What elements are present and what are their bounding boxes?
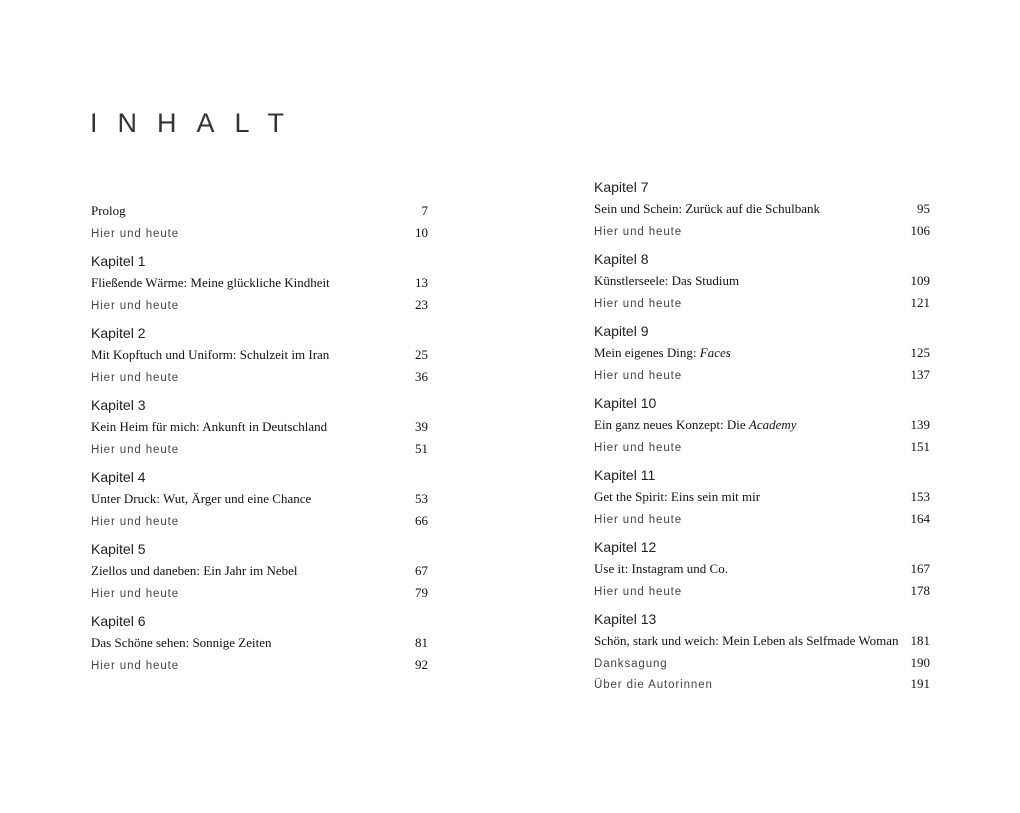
entry-page: 39 (415, 419, 428, 434)
subentry-title: Über die Autorinnen (594, 679, 713, 691)
toc-subentry[interactable] (91, 438, 428, 460)
toc-subentry[interactable] (594, 292, 930, 314)
subentry-title: Hier und heute (91, 299, 180, 312)
toc-subentry-autorinnen[interactable] (594, 673, 930, 695)
toc-entry[interactable] (594, 342, 930, 364)
toc-entry[interactable] (594, 486, 930, 508)
subentry-page: 66 (415, 512, 428, 528)
toc-subentry[interactable] (91, 294, 428, 316)
subentry-page: 106 (910, 222, 930, 238)
entry-title: Das Schöne sehen: Sonnige Zeiten (91, 635, 272, 650)
toc-entry[interactable] (91, 632, 428, 654)
chapter-label: Kapitel 9 (594, 323, 649, 339)
toc-entry[interactable] (91, 272, 428, 294)
toc-entry[interactable] (91, 488, 428, 510)
entry-title: Use it: Instagram und Co. (594, 561, 728, 576)
toc-subentry[interactable] (91, 582, 428, 604)
chapter-label: Kapitel 13 (594, 611, 657, 627)
entry-title: Mit Kopftuch und Uniform: Schulzeit im Iran (91, 347, 330, 362)
entry-title-text: Ein ganz neues Konzept: Die (594, 417, 749, 432)
chapter-label: Kapitel 8 (594, 251, 649, 267)
entry-title: Unter Druck: Wut, Ärger und eine Chance (91, 491, 312, 506)
entry-page: 53 (415, 491, 428, 506)
entry-title: Prolog (91, 203, 126, 218)
entry-title (594, 414, 797, 436)
subentry-page: 164 (910, 510, 930, 526)
toc-subentry[interactable] (594, 580, 930, 602)
entry-page: 95 (917, 201, 930, 216)
entry-page: 7 (421, 203, 428, 218)
subentry-title: Hier und heute (594, 585, 683, 598)
subentry-page: 178 (910, 582, 930, 598)
entry-title (594, 342, 731, 364)
subentry-title: Hier und heute (91, 659, 180, 672)
toc-subentry-danksagung[interactable] (594, 652, 930, 674)
subentry-title: Hier und heute (594, 513, 683, 526)
subentry-page: 151 (910, 438, 930, 454)
entry-page: 13 (415, 275, 428, 290)
entry-title: Fließende Wärme: Meine glückliche Kindheit (91, 275, 330, 290)
toc-subentry[interactable] (594, 364, 930, 386)
entry-title: Kein Heim für mich: Ankunft in Deutschland (91, 419, 328, 434)
entry-page: 81 (415, 635, 428, 650)
toc-subentry[interactable] (91, 222, 428, 244)
toc-subentry[interactable] (91, 366, 428, 388)
entry-page: 25 (415, 347, 428, 362)
entry-title-emphasis: Faces (699, 345, 731, 360)
chapter-label: Kapitel 6 (91, 613, 146, 629)
entry-page: 181 (910, 633, 930, 648)
chapter-label: Kapitel 10 (594, 395, 657, 411)
toc-left-column (91, 200, 428, 675)
chapter-label: Kapitel 5 (91, 541, 146, 557)
entry-page: 167 (910, 561, 930, 576)
chapter-label: Kapitel 11 (594, 467, 656, 483)
subentry-page: 79 (415, 584, 428, 600)
entry-title: Künstlerseele: Das Studium (594, 273, 740, 288)
subentry-title: Hier und heute (594, 297, 683, 310)
chapter-label: Kapitel 7 (594, 179, 649, 195)
subentry-title: Hier und heute (594, 369, 683, 382)
entry-page: 153 (910, 489, 930, 504)
entry-page: 139 (910, 417, 930, 432)
subentry-page: 23 (415, 296, 428, 312)
subentry-page: 10 (415, 224, 428, 240)
toc-subentry[interactable] (91, 654, 428, 676)
chapter-label: Kapitel 3 (91, 397, 146, 413)
toc-subentry[interactable] (91, 510, 428, 532)
chapter-label: Kapitel 1 (91, 253, 146, 269)
subentry-title: Hier und heute (594, 225, 683, 238)
subentry-page: 191 (910, 676, 930, 691)
chapter-label: Kapitel 2 (91, 325, 146, 341)
subentry-title: Hier und heute (91, 371, 180, 384)
toc-entry[interactable] (91, 416, 428, 438)
chapter-label: Kapitel 12 (594, 539, 657, 555)
entry-title: Sein und Schein: Zurück auf die Schulbank (594, 201, 821, 216)
toc-entry[interactable] (594, 558, 930, 580)
toc-entry[interactable] (594, 270, 930, 292)
toc-entry[interactable] (594, 630, 930, 652)
page-title: INHALT (90, 108, 305, 138)
subentry-title: Hier und heute (91, 227, 180, 240)
subentry-title: Hier und heute (91, 515, 180, 528)
toc-entry[interactable] (91, 560, 428, 582)
entry-title: Ziellos und daneben: Ein Jahr im Nebel (91, 563, 298, 578)
subentry-page: 92 (415, 656, 428, 672)
subentry-page: 137 (910, 366, 930, 382)
subentry-title: Hier und heute (594, 441, 683, 454)
subentry-title: Hier und heute (91, 587, 180, 600)
entry-title-emphasis: Academy (748, 417, 797, 432)
toc-right-column (594, 177, 930, 695)
toc-subentry[interactable] (594, 436, 930, 458)
subentry-title: Hier und heute (91, 443, 180, 456)
subentry-page: 190 (910, 654, 930, 670)
subentry-page: 121 (910, 294, 930, 310)
toc-subentry[interactable] (594, 220, 930, 242)
toc-entry-prolog[interactable] (91, 200, 428, 222)
toc-entry[interactable] (91, 344, 428, 366)
subentry-page: 51 (415, 440, 428, 456)
toc-subentry[interactable] (594, 508, 930, 530)
subentry-page: 36 (415, 368, 428, 384)
entry-page: 125 (910, 345, 930, 360)
entry-page: 67 (415, 563, 428, 578)
entry-title-text: Mein eigenes Ding: (594, 345, 700, 360)
toc-entry[interactable] (594, 414, 930, 436)
toc-entry[interactable] (594, 198, 930, 220)
entry-title: Get the Spirit: Eins sein mit mir (594, 489, 761, 504)
entry-page: 109 (910, 273, 930, 288)
chapter-label: Kapitel 4 (91, 469, 146, 485)
subentry-title: Danksagung (594, 657, 668, 670)
entry-title: Schön, stark und weich: Mein Leben als Selfmade Woman (594, 633, 899, 648)
